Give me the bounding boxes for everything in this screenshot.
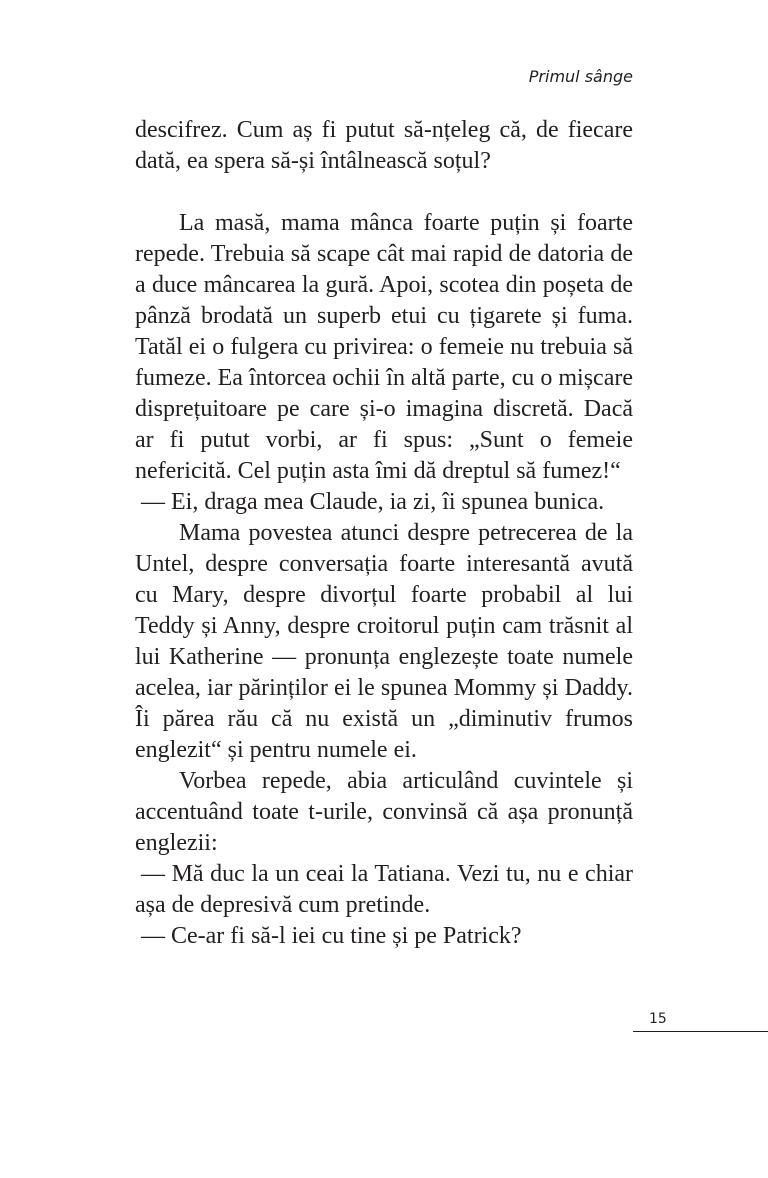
page-number-rule [633,1031,768,1032]
paragraph-dinner: La masă, mama mânca foarte puțin și foarte repede. Trebuia să scape cât mai rapid de datoria de a duce mâncarea la gură. Apoi, scotea din poșeta de pânză brodată un superb etui cu țigarete și fuma. Tatăl ei o fulgera cu privirea: o femeie nu trebuia să fumeze. Ea întorcea ochii în altă parte, cu o mișcare disprețuitoare pe care și-o imagina discretă. Dacă ar fi putut vorbi, ar fi spus: „Sunt o femeie nefericită. Cel puțin asta îmi dă dreptul să fumez!“ [135,210,633,484]
paragraph-continuation: descifrez. Cum aș fi putut să-nțeleg că, de fiecare dată, ea spera să-și întâlnească soțul? [135,117,633,174]
dialogue-grandmother: — Ei, draga mea Claude, ia zi, îi spunea bunica. [141,489,605,515]
page-body-text [135,115,633,952]
dialogue-patrick: — Ce-ar fi să-l iei cu tine și pe Patrick? [141,923,522,949]
paragraph-speech-manner: Vorbea repede, abia articulând cuvintele și accentuând toate t-urile, convinsă că așa pronunță englezii: [135,768,633,856]
dialogue-tea-tatiana: — Mă duc la un ceai la Tatiana. Vezi tu, nu e chiar așa de depresivă cum pretinde. [135,861,633,918]
paragraph-mother-stories: Mama povestea atunci despre petrecerea de la Untel, despre conversația foarte interesantă avută cu Mary, despre divorțul foarte probabil al lui Teddy și Anny, despre croitorul puțin cam trăsnit al lui Katherine — pronunța englezește toate numele acelea, iar părinților ei le spunea Mommy și Daddy. Îi părea rău că nu există un „diminutiv frumos englezit“ și pentru numele ei. [135,520,633,763]
page-number: 15 [649,1011,667,1027]
running-header: Primul sânge [528,67,633,86]
